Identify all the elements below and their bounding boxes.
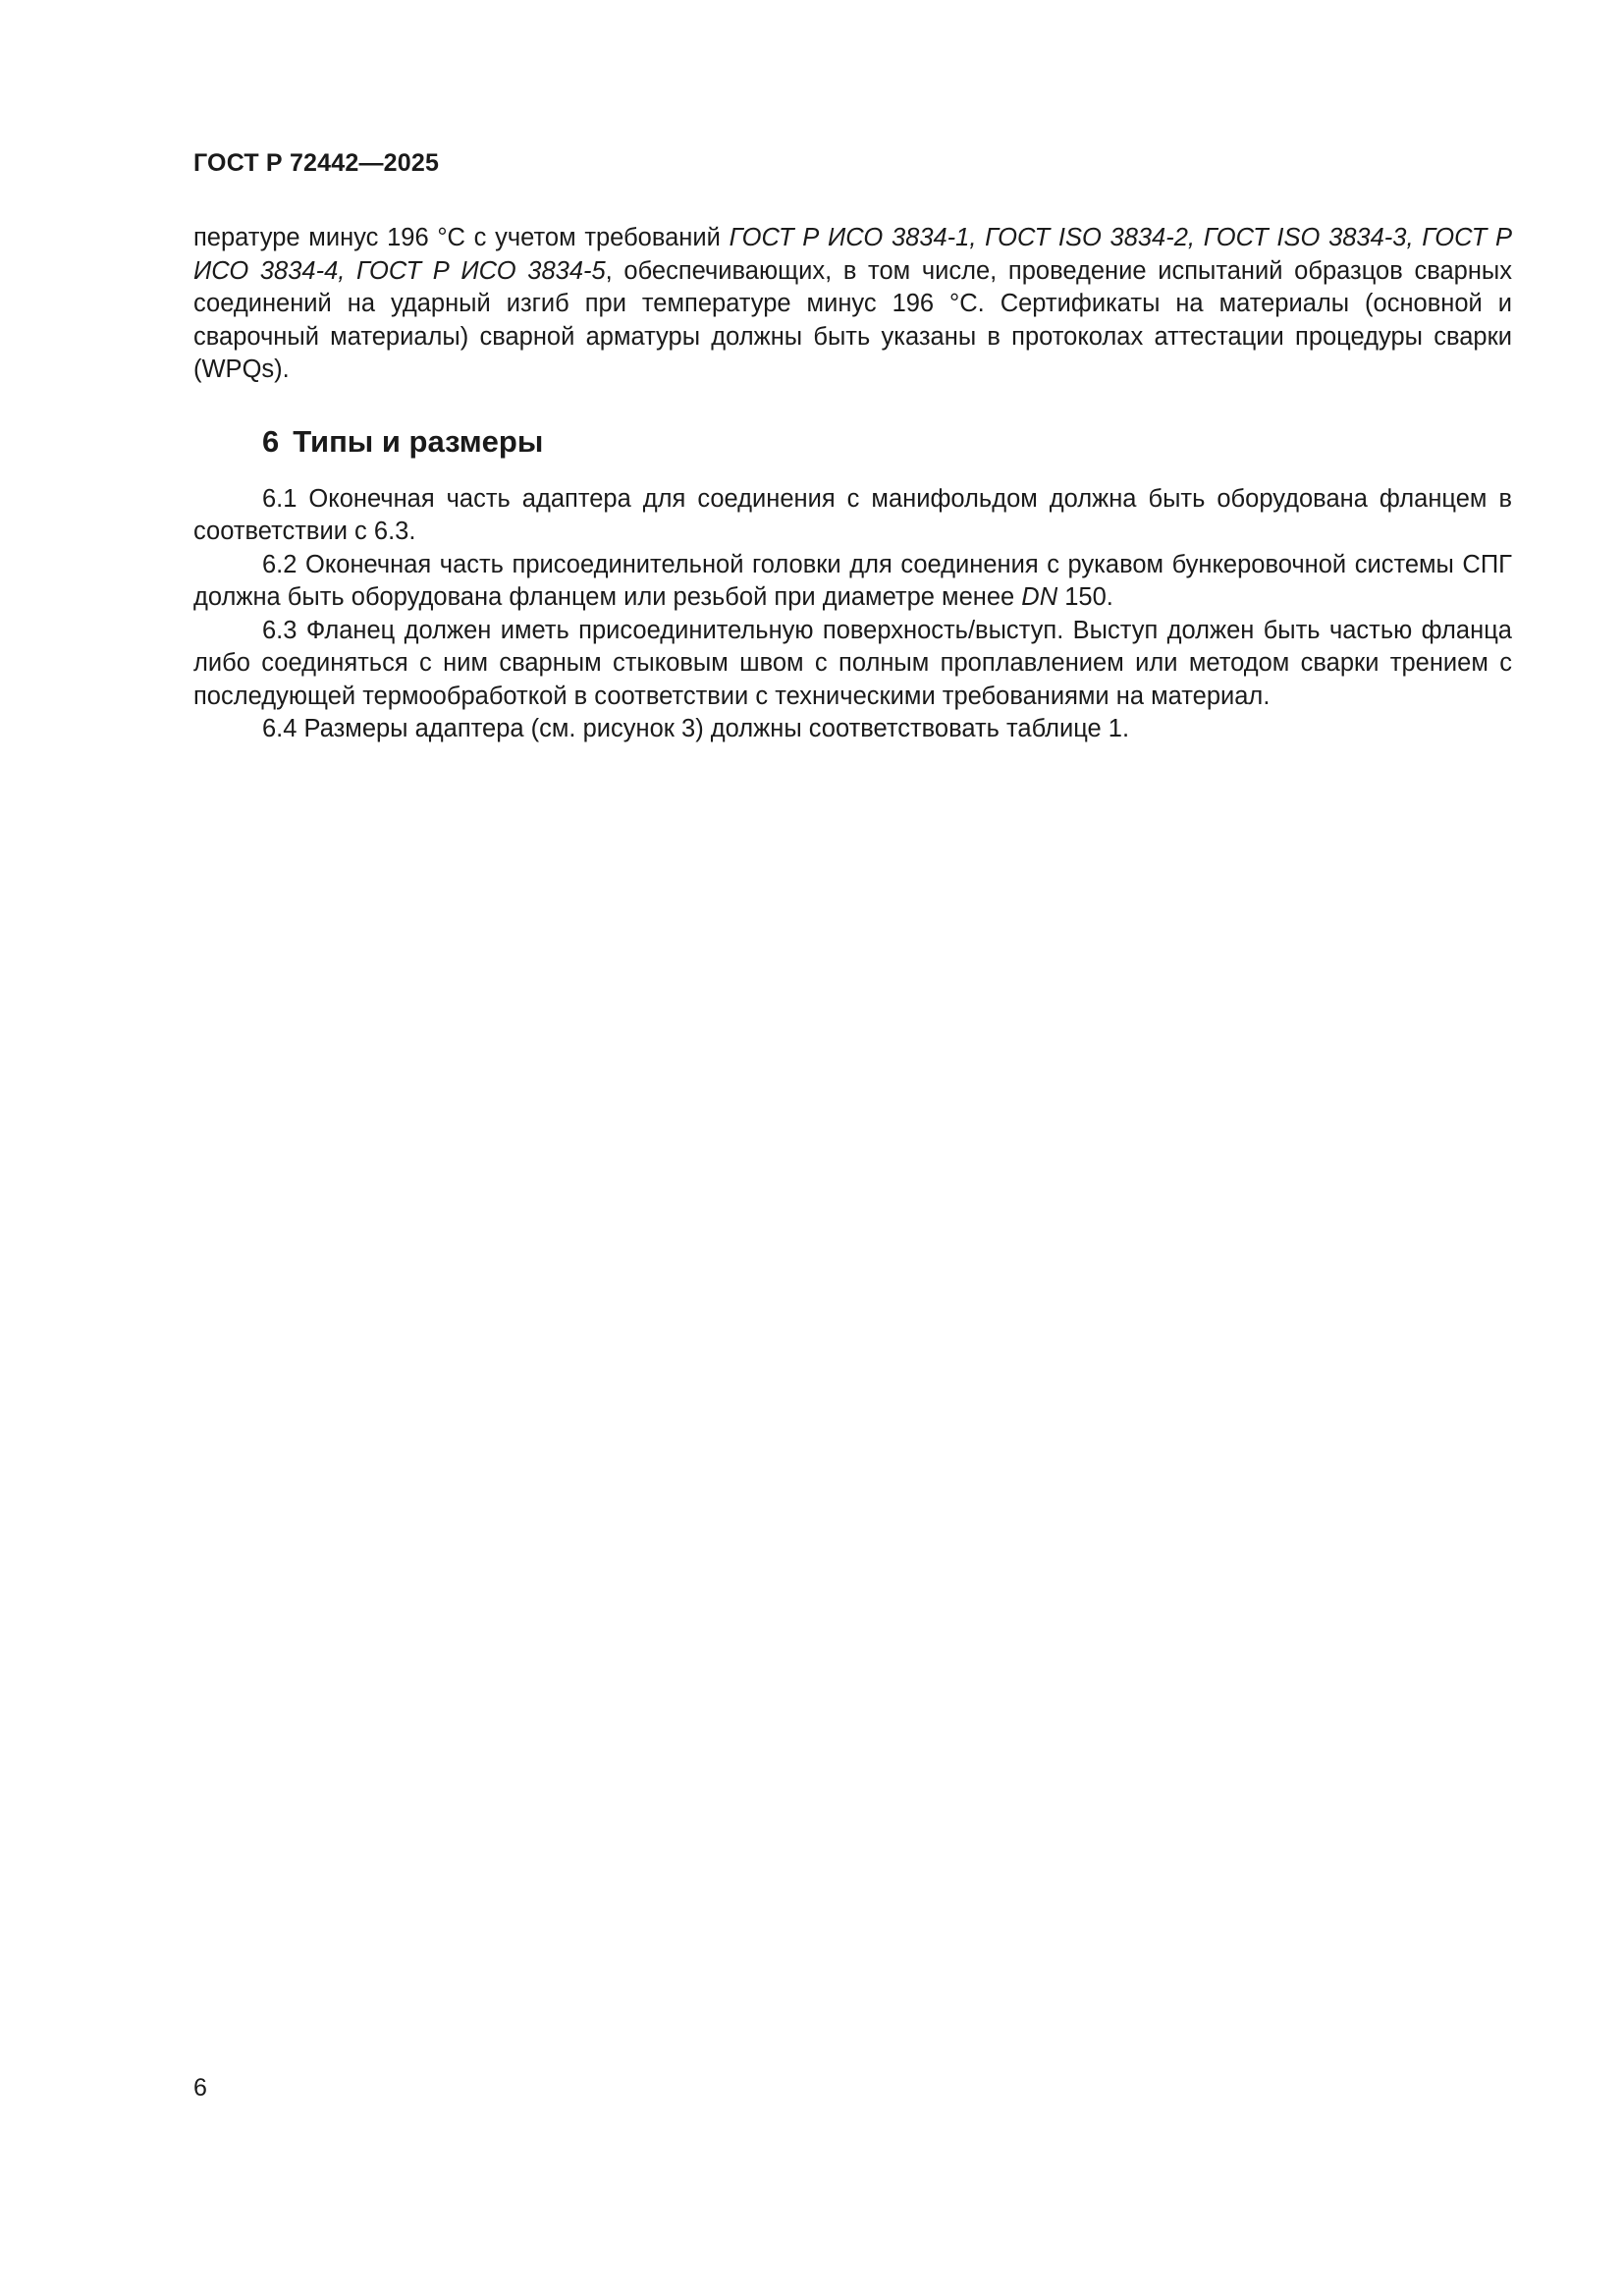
paragraph-6-2-dn: DN	[1021, 583, 1058, 611]
section-number: 6	[262, 423, 280, 459]
paragraph-6-1: 6.1 Оконечная часть адаптера для соединения с манифольдом должна быть оборудована фланцем в соответствии с 6.3.	[193, 484, 1512, 545]
paragraph-6-2	[193, 549, 1512, 615]
page-content	[193, 222, 1512, 746]
paragraph-6-4: 6.4 Размеры адаптера (см. рисунок 3) должны соответствовать таблице 1.	[262, 715, 1130, 742]
section-title: Типы и размеры	[293, 423, 544, 459]
section-heading	[262, 422, 1512, 462]
document-header: ГОСТ Р 72442—2025	[193, 149, 440, 177]
standards-references: ГОСТ Р ИСО 3834-1, ГОСТ ISO 3834-2, ГОСТ ISO 3834-3, ГОСТ Р ИСО 3834-4, ГОСТ Р ИСО 3834-5	[193, 224, 1512, 285]
continuation-paragraph	[193, 222, 1512, 387]
paragraph-6-2-end: 150.	[1057, 583, 1113, 611]
continuation-text-2: , обеспечивающих, в том числе, проведение испытаний образцов сварных соединений на ударный изгиб при температуре минус 196 °С. Сертификаты на материалы (основной и сварочный материалы) сварной арматуры должны быть указаны в протоколах аттестации процедуры сварки (WPQs).	[193, 256, 1512, 383]
page-number: 6	[193, 2074, 207, 2102]
paragraph-6-2-text: 6.2 Оконечная часть присоединительной головки для соединения с рукавом бункеровочной системы СПГ должна быть оборудована фланцем или резьбой при диаметре менее	[193, 550, 1512, 611]
continuation-text-1: пературе минус 196 °С с учетом требований	[193, 224, 730, 251]
paragraph-6-3: 6.3 Фланец должен иметь присоединительную поверхность/выступ. Выступ должен быть частью фланца либо соединяться с ним сварным стыковым швом с полным проплавлением или методом сварки трением с последующей термообработкой в соответствии с техническими требованиями на материал.	[193, 616, 1512, 710]
